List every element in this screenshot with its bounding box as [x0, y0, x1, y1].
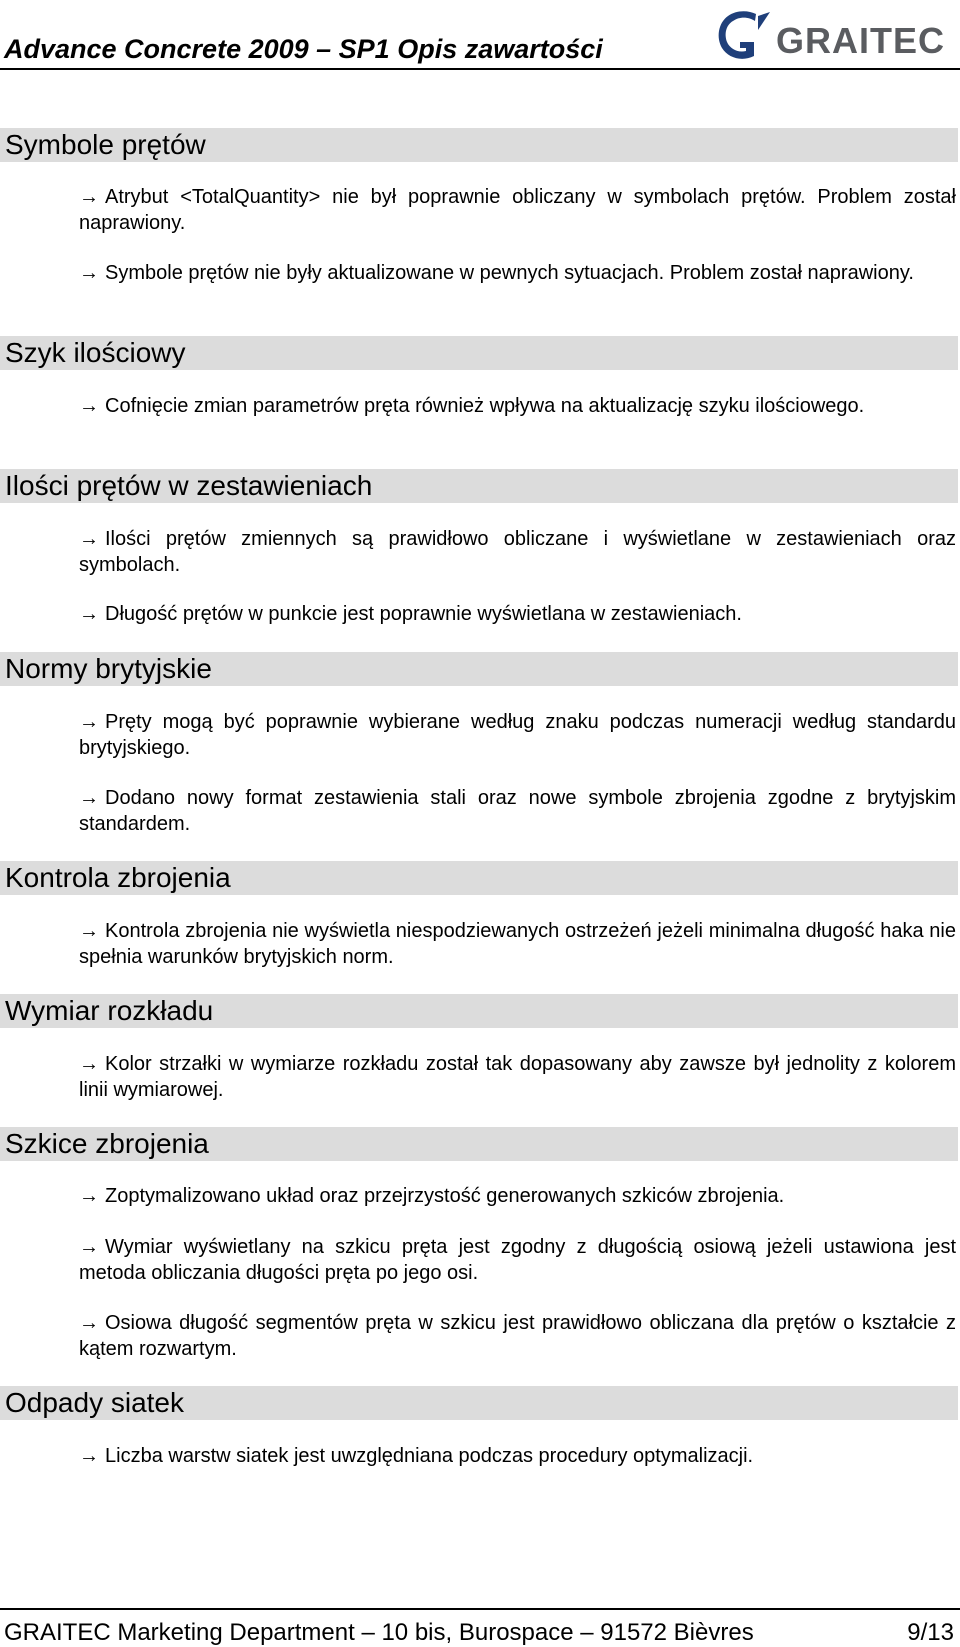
list-item-text: Symbole prętów nie były aktualizowane w pewnych sytuacjach. Problem został naprawiony.	[105, 262, 914, 284]
section-heading-text: Szyk ilościowy	[5, 337, 186, 368]
right-arrow-icon: →	[79, 1185, 99, 1207]
list-item	[79, 601, 956, 627]
list-item	[79, 260, 956, 286]
right-arrow-icon: →	[79, 1445, 99, 1467]
right-arrow-icon: →	[79, 920, 99, 942]
section-heading-text: Kontrola zbrojenia	[5, 862, 231, 893]
list-item-text: Pręty mogą być poprawnie wybierane według znaku podczas numeracji według standardu brytyjskiego.	[79, 711, 956, 759]
list-item	[79, 1443, 956, 1469]
page-header	[0, 0, 960, 72]
list-item	[79, 1310, 956, 1362]
right-arrow-icon: →	[79, 528, 99, 550]
list-item-text: Zoptymalizowano układ oraz przejrzystość generowanych szkiców zbrojenia.	[105, 1185, 785, 1207]
right-arrow-icon: →	[79, 1236, 99, 1258]
page-number: 9/13	[907, 1619, 954, 1646]
document-title: Advance Concrete 2009 – SP1 Opis zawartości	[4, 34, 603, 64]
list-item	[79, 1234, 956, 1286]
list-item-text: Atrybut <TotalQuantity> nie był poprawnie obliczany w symbolach prętów. Problem został naprawiony.	[79, 186, 956, 234]
section-heading	[0, 861, 958, 895]
list-item	[79, 709, 956, 761]
graitec-logo	[712, 8, 957, 62]
list-item	[79, 1183, 956, 1209]
right-arrow-icon: →	[79, 1312, 99, 1334]
list-item-text: Osiowa długość segmentów pręta w szkicu jest prawidłowo obliczana dla prętów o kształcie z kątem rozwartym.	[79, 1312, 956, 1360]
list-item	[79, 526, 956, 578]
right-arrow-icon: →	[79, 787, 99, 809]
list-item-text: Długość prętów w punkcie jest poprawnie wyświetlana w zestawieniach.	[105, 603, 742, 625]
right-arrow-icon: →	[79, 262, 99, 284]
list-item	[79, 1051, 956, 1103]
right-arrow-icon: →	[79, 603, 99, 625]
list-item-text: Dodano nowy format zestawienia stali oraz nowe symbole zbrojenia zgodne z brytyjskim standardem.	[79, 787, 956, 835]
right-arrow-icon: →	[79, 395, 99, 417]
section-heading	[0, 1386, 958, 1420]
list-item	[79, 785, 956, 837]
section-heading	[0, 994, 958, 1028]
section-heading	[0, 1127, 958, 1161]
section-heading-text: Symbole prętów	[5, 129, 206, 160]
section-heading	[0, 469, 958, 503]
footer-divider	[0, 1608, 960, 1610]
section-heading-text: Ilości prętów w zestawieniach	[5, 470, 373, 501]
list-item	[79, 393, 956, 419]
right-arrow-icon: →	[79, 186, 99, 208]
section-heading	[0, 336, 958, 370]
list-item-text: Ilości prętów zmiennych są prawidłowo obliczane i wyświetlane w zestawieniach oraz symbolach.	[79, 528, 956, 576]
right-arrow-icon: →	[79, 1053, 99, 1075]
section-heading	[0, 652, 958, 686]
section-heading-text: Normy brytyjskie	[5, 653, 212, 684]
section-heading	[0, 128, 958, 162]
list-item-text: Wymiar wyświetlany na szkicu pręta jest zgodny z długością osiową jeżeli ustawiona jest metoda obliczania długości pręta po jego osi.	[79, 1236, 956, 1284]
list-item	[79, 184, 956, 236]
section-heading-text: Szkice zbrojenia	[5, 1128, 209, 1159]
section-heading-text: Wymiar rozkładu	[5, 995, 214, 1026]
logo-wordmark: GRAITEC	[776, 20, 945, 61]
list-item	[79, 918, 956, 970]
list-item-text: Kontrola zbrojenia nie wyświetla niespodziewanych ostrzeżeń jeżeli minimalna długość haka nie spełnia warunków brytyjskich norm.	[79, 920, 956, 968]
graitec-logo-mark-icon	[712, 8, 774, 62]
section-heading-text: Odpady siatek	[5, 1387, 184, 1418]
header-divider	[0, 68, 960, 70]
list-item-text: Liczba warstw siatek jest uwzględniana podczas procedury optymalizacji.	[105, 1445, 754, 1467]
footer-address: GRAITEC Marketing Department – 10 bis, Burospace – 91572 Bièvres	[4, 1619, 754, 1646]
list-item-text: Kolor strzałki w wymiarze rozkładu został tak dopasowany aby zawsze był jednolity z kolorem linii wymiarowej.	[79, 1053, 956, 1101]
right-arrow-icon: →	[79, 711, 99, 733]
list-item-text: Cofnięcie zmian parametrów pręta również wpływa na aktualizację szyku ilościowego.	[105, 395, 865, 417]
